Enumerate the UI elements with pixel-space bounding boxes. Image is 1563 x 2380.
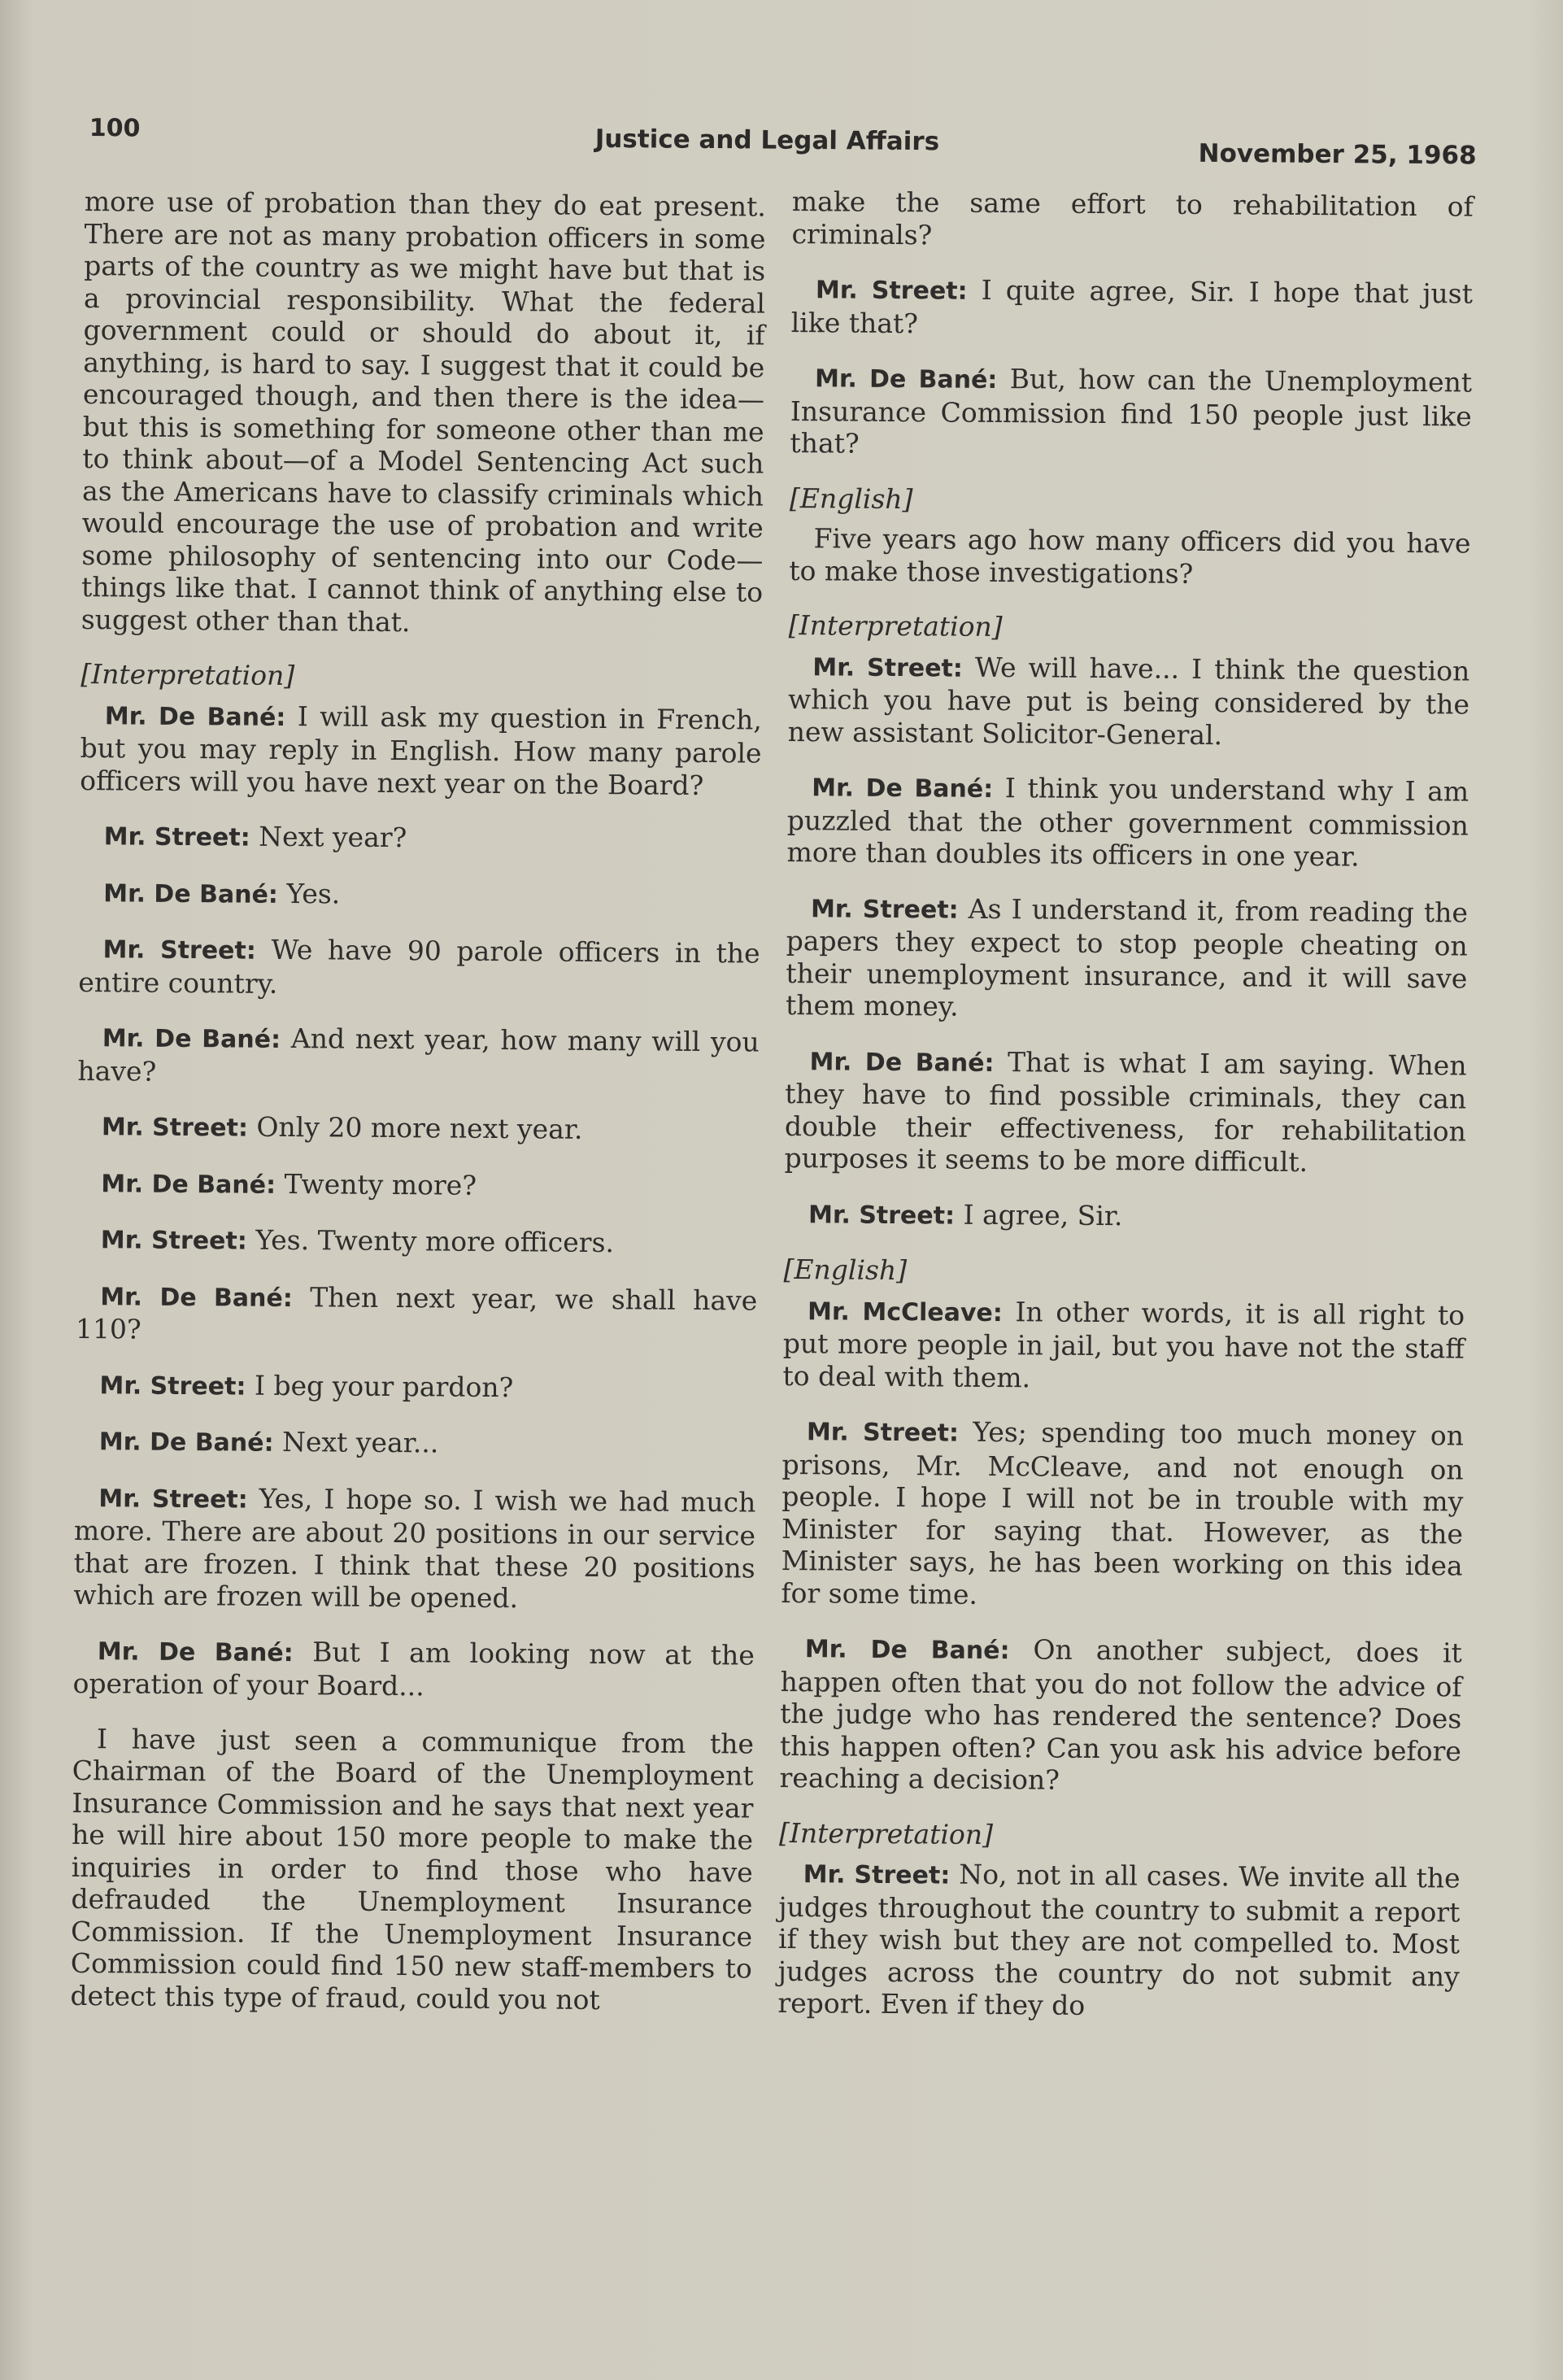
paragraph-text: I think you understand why I am puzzled that the other government commission more than doubles its officers in one year. <box>786 772 1469 873</box>
paragraph-text: I agree, Sir. <box>963 1198 1123 1231</box>
speaker-name: Mr. Street: <box>815 276 968 306</box>
speaker-name: Mr. Street: <box>806 1418 960 1448</box>
header-date: November 25, 1968 <box>1198 138 1477 171</box>
speaker-name: Mr. Street: <box>808 1200 956 1231</box>
paragraph-text: more use of probation than they do eat present. There are not as many probation officers in some parts of the country as we might have but that is a provincial responsibility. What the federal government could or should do about it, if anything, is hard to say. I suggest that it could be encouraged though, and then there is the idea—but this is something for someone other than me to think about—of a Model Sentencing Act such as the Americans have to classify criminals which would encourage the use of probation and write some philosophy of sentencing into our Code—things like that. I cannot think of anything else to suggest other than that. <box>81 185 766 638</box>
running-title: Justice and Legal Affairs <box>594 124 940 157</box>
paragraph-text: Yes. Twenty more officers. <box>255 1223 615 1259</box>
speaker-name: Mr. De Bané: <box>98 1428 274 1458</box>
paragraph-text: And next year, how many will you have? <box>77 1022 760 1088</box>
paragraph-text: [English] <box>783 1253 908 1287</box>
paragraph-text: Yes; spending too much money on prisons, Mr. McCleave, and not enough on people. I hope I will not be in trouble with my Minister for saying that. However, as the Minister says, he has been working on this idea for some time. <box>781 1415 1465 1611</box>
paragraph-text: I beg your pardon? <box>254 1369 514 1403</box>
paragraph-text: But, how can the Unemployment Insurance Commission find 150 people just like that? <box>790 363 1473 460</box>
speaker-name: Mr. De Bané: <box>812 774 994 804</box>
speech-paragraph <box>788 649 1470 752</box>
speaker-name: Mr. Street: <box>98 1484 248 1515</box>
speaker-name: Mr. Street: <box>803 1860 951 1890</box>
speech-paragraph <box>76 1166 758 1205</box>
speaker-name: Mr. Street: <box>812 652 963 683</box>
speaker-name: Mr. Street: <box>810 894 959 925</box>
paragraph-text: Yes, I hope so. I wish we had much more. There are about 20 positions in our service that are frozen. I think that these 20 positions which are frozen will be opened. <box>73 1482 756 1615</box>
paragraph-text: Then next year, we shall have 110? <box>75 1280 758 1345</box>
paragraph-text: As I understand it, from reading the papers they expect to stop people cheating on their unemployment insurance, and it will save them money. <box>785 892 1469 1022</box>
speech-paragraph <box>78 932 760 1004</box>
paragraph-text: In other words, it is all right to put more people in jail, but you have not the staff to deal with them. <box>782 1295 1465 1393</box>
speech-paragraph <box>80 698 762 801</box>
paragraph-text: Next year... <box>281 1425 439 1459</box>
speech-paragraph <box>777 1857 1461 2025</box>
speaker-name: Mr. De Bané: <box>100 1282 293 1313</box>
paragraph-text: I quite agree, Sir. I hope that just like that? <box>790 273 1474 339</box>
speaker-name: Mr. Street: <box>99 1371 246 1401</box>
right-column <box>777 185 1474 2047</box>
speech-paragraph <box>784 1044 1466 1179</box>
speaker-name: Mr. De Bané: <box>97 1637 294 1667</box>
paragraph-text: Only 20 more next year. <box>256 1110 583 1145</box>
paragraph-text: [Interpretation] <box>788 608 1003 643</box>
speaker-name: Mr. De Bané: <box>804 1635 1010 1666</box>
speech-paragraph <box>786 770 1469 874</box>
speech-paragraph <box>80 819 761 858</box>
speaker-name: Mr. De Bané: <box>102 1024 281 1054</box>
speech-paragraph <box>791 272 1474 344</box>
paragraph-text: We have 90 parole officers in the entire country. <box>78 933 760 1000</box>
paragraph <box>70 1722 754 2016</box>
paragraph-text: But I am looking now at the operation of your Board... <box>72 1635 755 1702</box>
paragraph <box>791 185 1474 255</box>
left-column <box>70 185 766 2040</box>
paragraph-text: make the same effort to rehabilitation of criminals? <box>791 185 1474 251</box>
speech-paragraph <box>72 1633 755 1705</box>
page-header <box>89 114 1477 173</box>
paragraph-text: I have just seen a communique from the Chairman of the Board of the Unemployment Insurance Commission and he says that next year he will hire about 150 more people to make the inquiries in order to find those who have defrauded the Unemployment Insurance Commission. If the Unemployment Insurance Commission could find 150 new staff-members to detect this type of fraud, could you not <box>70 1722 755 2016</box>
paragraph-text: [Interpretation] <box>778 1816 994 1850</box>
speech-paragraph <box>779 1632 1462 1799</box>
speech-paragraph <box>784 1197 1465 1236</box>
page-number: 100 <box>89 114 141 143</box>
speech-paragraph <box>77 1021 760 1092</box>
speaker-name: Mr. Street: <box>103 822 250 852</box>
speaker-name: Mr. Street: <box>101 1113 249 1143</box>
speaker-name: Mr. McCleave: <box>807 1297 1003 1327</box>
paragraph <box>789 522 1471 592</box>
speaker-name: Mr. De Bané: <box>101 1169 276 1200</box>
speaker-name: Mr. De Bané: <box>104 701 286 732</box>
speech-paragraph <box>76 1223 758 1262</box>
language-tag <box>789 609 1470 647</box>
speech-paragraph <box>75 1424 756 1463</box>
paragraph-text: Five years ago how many officers did you have to make those investigations? <box>789 522 1471 590</box>
speech-paragraph <box>75 1367 756 1406</box>
speaker-name: Mr. De Bané: <box>103 878 279 909</box>
paragraph-text: [English] <box>789 482 913 515</box>
paragraph-text: Twenty more? <box>284 1167 477 1201</box>
paragraph-text: Yes. <box>286 877 341 909</box>
speaker-name: Mr. Street: <box>102 935 256 966</box>
speech-paragraph <box>786 891 1468 1027</box>
paragraph-text: On another subject, does it happen often that you do not follow the advice of the judge who has rendered the sentence? Does this happen often? Can you ask his advice before reaching a decision? <box>779 1633 1463 1796</box>
paragraph-text: We will have... I think the question which you have put is being considered by the new assistant Solicitor-General. <box>787 651 1470 751</box>
speaker-name: Mr. Street: <box>100 1226 247 1256</box>
language-tag <box>779 1816 1461 1854</box>
speech-paragraph <box>790 361 1472 464</box>
paragraph-text: I will ask my question in French, but you may reply in English. How many parole officers will you have next year on the Board? <box>80 700 763 801</box>
paragraph-text: No, not in all cases. We invite all the judges throughout the country to submit a report if they wish but they are not compelled to. Most judges across the country do not submit any report. Even if they do <box>777 1858 1461 2021</box>
language-tag <box>783 1253 1465 1291</box>
paragraph <box>81 185 766 641</box>
speech-paragraph <box>77 1109 759 1149</box>
speech-paragraph <box>781 1414 1464 1615</box>
speech-paragraph <box>73 1480 755 1616</box>
paragraph-text: Next year? <box>259 820 407 854</box>
paragraph-text: That is what I am saying. When they have to find possible criminals, they can double their effectiveness, for rehabilitation purposes it seems to be more difficult. <box>784 1045 1467 1179</box>
language-tag <box>790 482 1471 519</box>
paragraph-text: [Interpretation] <box>81 657 295 692</box>
speech-paragraph <box>782 1293 1465 1397</box>
speech-paragraph <box>79 875 760 914</box>
language-tag <box>81 658 762 695</box>
speaker-name: Mr. De Bané: <box>809 1047 995 1078</box>
speech-paragraph <box>76 1279 758 1350</box>
speaker-name: Mr. De Bané: <box>814 364 998 394</box>
